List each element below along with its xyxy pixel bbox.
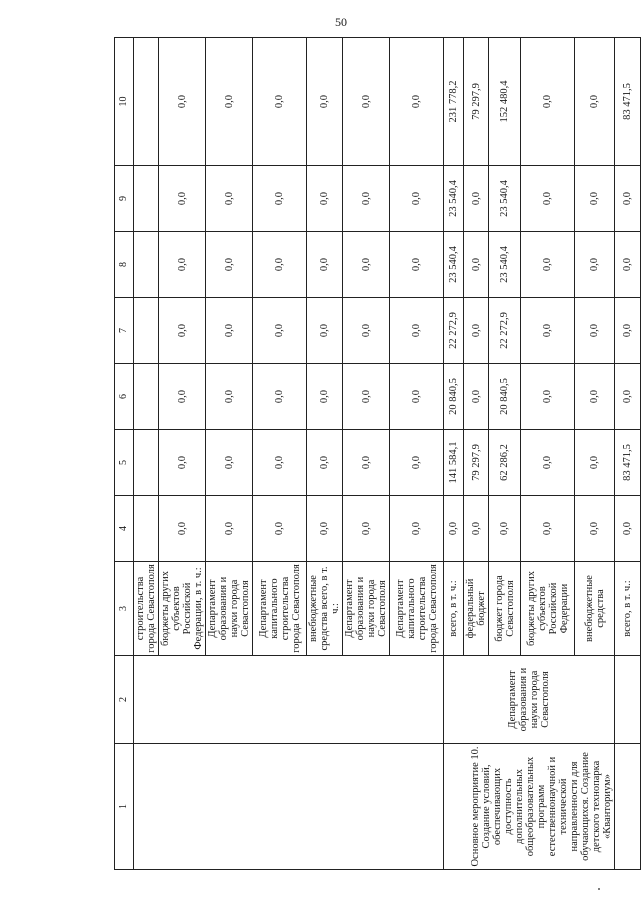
year-value-cell: 0,0: [343, 364, 390, 430]
total-value-cell: 0,0: [343, 38, 390, 166]
year-value-cell: 0,0: [521, 364, 575, 430]
year-value-cell: 0,0: [307, 166, 343, 232]
funding-source-cell: бюджеты других субъектов Российской Федерации, в т. ч.:: [159, 562, 206, 656]
year-value-cell: 0,0: [343, 298, 390, 364]
measure-name-cell: [615, 744, 641, 870]
year-value-cell: 0,0: [489, 496, 521, 562]
year-value-cell: 0,0: [307, 496, 343, 562]
header-cell: 7: [115, 298, 134, 364]
total-value-cell: 0,0: [253, 38, 307, 166]
executor-cell: [134, 656, 444, 744]
year-value-cell: 0,0: [444, 496, 464, 562]
year-value-cell: 83 471,5: [615, 430, 641, 496]
year-value-cell: 0,0: [615, 166, 641, 232]
header-cell: 6: [115, 364, 134, 430]
header-cell: 9: [115, 166, 134, 232]
year-value-cell: [134, 430, 159, 496]
year-value-cell: 0,0: [575, 166, 615, 232]
table-row: [615, 38, 641, 870]
year-value-cell: [134, 364, 159, 430]
year-value-cell: 0,0: [521, 430, 575, 496]
total-value-cell: 0,0: [521, 38, 575, 166]
funding-source-cell: всего, в т. ч.:: [615, 562, 641, 656]
year-value-cell: 23 540,4: [489, 232, 521, 298]
year-value-cell: 0,0: [575, 364, 615, 430]
year-value-cell: 0,0: [159, 298, 206, 364]
year-value-cell: 0,0: [390, 298, 444, 364]
year-value-cell: 0,0: [575, 298, 615, 364]
year-value-cell: 0,0: [159, 430, 206, 496]
year-value-cell: 0,0: [307, 232, 343, 298]
year-value-cell: 23 540,4: [444, 232, 464, 298]
total-value-cell: 0,0: [575, 38, 615, 166]
year-value-cell: 0,0: [206, 166, 253, 232]
year-value-cell: 0,0: [206, 496, 253, 562]
funding-source-cell: федеральный бюджет: [464, 562, 489, 656]
year-value-cell: 20 840,5: [489, 364, 521, 430]
year-value-cell: 0,0: [307, 430, 343, 496]
year-value-cell: 0,0: [343, 232, 390, 298]
table-row: [134, 38, 159, 870]
measure-name-cell: Основное мероприятие 10. Создание условий, обеспечивающих доступность дополнительных общеобразовательных программ естественнонаучной и технической направленности для обучающихся. Создание детского технопарка «Кванториум»: [444, 744, 615, 870]
year-value-cell: [134, 166, 159, 232]
funding-source-cell: Департамент образования и науки города Севастополя: [206, 562, 253, 656]
total-value-cell: 83 471,5: [615, 38, 641, 166]
funding-source-cell: Департамент капитального строительства города Севастополя: [253, 562, 307, 656]
year-value-cell: 0,0: [390, 496, 444, 562]
budget-table: [114, 37, 641, 870]
total-value-cell: 79 297,9: [464, 38, 489, 166]
measure-name-cell: [134, 744, 444, 870]
funding-source-cell: Департамент капитального строительства города Севастополя: [390, 562, 444, 656]
year-value-cell: 23 540,4: [489, 166, 521, 232]
total-value-cell: 0,0: [390, 38, 444, 166]
funding-source-cell: бюджет города Севастополя: [489, 562, 521, 656]
year-value-cell: 0,0: [464, 298, 489, 364]
year-value-cell: 0,0: [615, 232, 641, 298]
year-value-cell: [134, 298, 159, 364]
total-value-cell: 152 480,4: [489, 38, 521, 166]
year-value-cell: 0,0: [575, 232, 615, 298]
year-value-cell: 0,0: [159, 166, 206, 232]
funding-source-cell: всего, в т. ч.:: [444, 562, 464, 656]
year-value-cell: 0,0: [206, 364, 253, 430]
year-value-cell: 0,0: [615, 364, 641, 430]
funding-source-cell: внебюджетные средства: [575, 562, 615, 656]
year-value-cell: 0,0: [575, 496, 615, 562]
year-value-cell: 0,0: [521, 166, 575, 232]
year-value-cell: 0,0: [390, 364, 444, 430]
year-value-cell: 79 297,9: [464, 430, 489, 496]
year-value-cell: 0,0: [253, 166, 307, 232]
rotated-table-frame: [114, 38, 634, 870]
total-value-cell: 0,0: [159, 38, 206, 166]
year-value-cell: 0,0: [206, 430, 253, 496]
table-container: [114, 38, 634, 870]
year-value-cell: 0,0: [206, 232, 253, 298]
year-value-cell: 0,0: [521, 298, 575, 364]
year-value-cell: 0,0: [390, 430, 444, 496]
year-value-cell: 23 540,4: [444, 166, 464, 232]
funding-source-cell: внебюджетные средства всего, в т. ч.:: [307, 562, 343, 656]
header-cell: 2: [115, 656, 134, 744]
year-value-cell: 0,0: [464, 232, 489, 298]
year-value-cell: 62 286,2: [489, 430, 521, 496]
header-cell: 3: [115, 562, 134, 656]
executor-cell: Департамент образования и науки города Севастополя: [444, 656, 615, 744]
year-value-cell: 0,0: [206, 298, 253, 364]
year-value-cell: 0,0: [615, 298, 641, 364]
year-value-cell: 0,0: [343, 496, 390, 562]
year-value-cell: 22 272,9: [489, 298, 521, 364]
total-value-cell: 0,0: [307, 38, 343, 166]
year-value-cell: 0,0: [575, 430, 615, 496]
year-value-cell: 0,0: [390, 232, 444, 298]
header-cell: 1: [115, 744, 134, 870]
header-cell: 4: [115, 496, 134, 562]
year-value-cell: 0,0: [253, 298, 307, 364]
year-value-cell: 0,0: [521, 496, 575, 562]
year-value-cell: 0,0: [253, 430, 307, 496]
year-value-cell: 141 584,1: [444, 430, 464, 496]
year-value-cell: 0,0: [253, 232, 307, 298]
scan-speck: [598, 888, 600, 890]
year-value-cell: 0,0: [159, 496, 206, 562]
year-value-cell: 0,0: [253, 364, 307, 430]
header-cell: 10: [115, 38, 134, 166]
year-value-cell: 0,0: [343, 166, 390, 232]
header-row: [115, 38, 134, 870]
year-value-cell: 22 272,9: [444, 298, 464, 364]
year-value-cell: 0,0: [253, 496, 307, 562]
year-value-cell: 0,0: [521, 232, 575, 298]
year-value-cell: 0,0: [464, 364, 489, 430]
funding-source-cell: Департамент образования и науки города Севастополя: [343, 562, 390, 656]
year-value-cell: [134, 496, 159, 562]
funding-source-cell: бюджеты других субъектов Российской Федерации: [521, 562, 575, 656]
year-value-cell: 0,0: [343, 430, 390, 496]
total-value-cell: [134, 38, 159, 166]
total-value-cell: 0,0: [206, 38, 253, 166]
table-row: [444, 38, 464, 870]
executor-cell: [615, 656, 641, 744]
year-value-cell: 0,0: [615, 496, 641, 562]
header-cell: 5: [115, 430, 134, 496]
funding-source-cell: строительства города Севастополя: [134, 562, 159, 656]
year-value-cell: 0,0: [159, 232, 206, 298]
year-value-cell: 0,0: [307, 364, 343, 430]
year-value-cell: 0,0: [159, 364, 206, 430]
year-value-cell: 0,0: [307, 298, 343, 364]
year-value-cell: [134, 232, 159, 298]
header-cell: 8: [115, 232, 134, 298]
page-number: 50: [335, 15, 347, 29]
year-value-cell: 0,0: [464, 166, 489, 232]
year-value-cell: 20 840,5: [444, 364, 464, 430]
year-value-cell: 0,0: [390, 166, 444, 232]
total-value-cell: 231 778,2: [444, 38, 464, 166]
year-value-cell: 0,0: [464, 496, 489, 562]
